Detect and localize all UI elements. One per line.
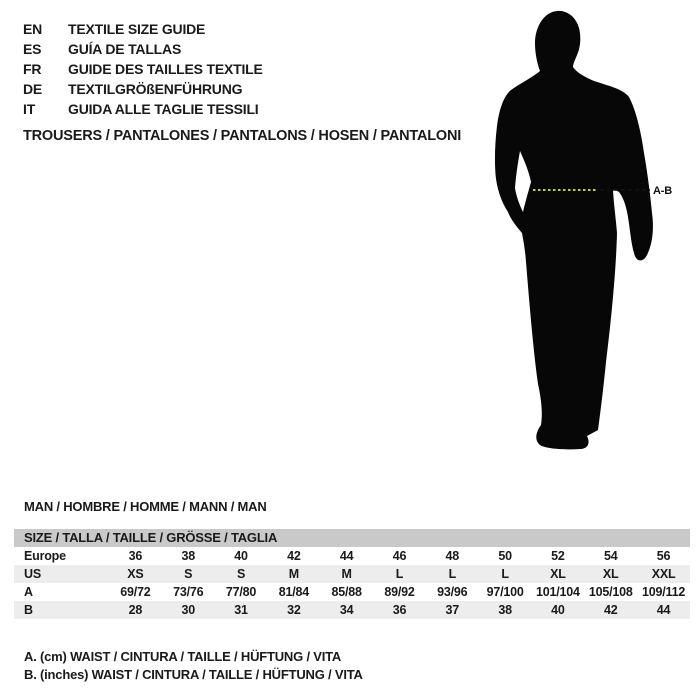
language-title: TEXTILE SIZE GUIDE	[68, 21, 206, 37]
man-silhouette	[495, 11, 653, 449]
language-title: GUÍA DE TALLAS	[68, 41, 182, 57]
cell: 38	[498, 603, 512, 617]
cell: L	[448, 567, 456, 581]
language-code: IT	[23, 101, 36, 117]
language-row-de	[23, 81, 263, 101]
cell: 97/100	[486, 585, 524, 599]
language-code: FR	[23, 61, 42, 77]
cell: 38	[181, 549, 195, 563]
cell: 48	[445, 549, 460, 563]
language-row-en	[23, 21, 263, 41]
cell: 81/84	[278, 585, 309, 599]
row-label: A	[24, 585, 33, 599]
language-row-es	[23, 41, 263, 61]
row-label: US	[24, 567, 41, 581]
cell: 36	[128, 549, 143, 563]
table-row-europe	[14, 547, 690, 565]
cell: 40	[551, 603, 565, 617]
language-title: GUIDA ALLE TAGLIE TESSILI	[68, 101, 259, 117]
cell: 77/80	[225, 585, 257, 599]
cell: 42	[603, 603, 618, 617]
man-silhouette-figure	[470, 0, 700, 470]
language-code: EN	[23, 21, 43, 37]
language-row-it	[23, 101, 263, 121]
language-title: TEXTILGRÖßENFÜHRUNG	[68, 81, 243, 97]
waist-marker-label: A-B	[653, 185, 672, 197]
cell: S	[184, 567, 193, 581]
language-list	[23, 21, 263, 121]
row-label: Europe	[24, 549, 66, 563]
cell: 50	[498, 549, 512, 563]
category-title: TROUSERS / PANTALONES / PANTALONS / HOSEN / PANTALONI	[23, 128, 462, 144]
size-table-header: SIZE / TALLA / TAILLE / GRÖSSE / TAGLIA	[14, 529, 690, 547]
cell: L	[395, 567, 404, 581]
cell: 56	[656, 549, 671, 563]
size-table-header-row	[14, 529, 690, 547]
cell: 89/92	[384, 585, 415, 599]
cell: 42	[287, 549, 301, 563]
cell: 36	[392, 603, 407, 617]
cell: M	[341, 567, 352, 581]
cell: S	[236, 567, 246, 581]
cell: 44	[339, 549, 354, 563]
cell: M	[288, 567, 299, 581]
cell: XL	[602, 567, 619, 581]
cell: 28	[128, 603, 143, 617]
cell: 52	[551, 549, 565, 563]
cell: 105/108	[588, 585, 633, 599]
cell: 30	[181, 603, 195, 617]
cell: XXL	[651, 567, 676, 581]
cell: 31	[234, 603, 248, 617]
cell: 101/104	[536, 585, 580, 599]
cell: 93/96	[437, 585, 468, 599]
cell: 73/76	[173, 585, 204, 599]
cell: 109/112	[642, 585, 686, 599]
gender-section-title: MAN / HOMBRE / HOMME / MANN / MAN	[24, 499, 267, 514]
cell: 85/88	[331, 585, 362, 599]
cell: XS	[127, 567, 144, 581]
table-row-waist-cm	[14, 583, 690, 601]
language-code: DE	[23, 81, 43, 97]
cell: 40	[234, 549, 248, 563]
cell: 46	[392, 549, 407, 563]
cell: 32	[287, 603, 301, 617]
cell: 44	[656, 603, 671, 617]
cell: XL	[550, 567, 566, 581]
cell: L	[501, 567, 509, 581]
language-row-fr	[23, 61, 263, 81]
cell: 69/72	[120, 585, 151, 599]
man-silhouette-svg	[470, 0, 700, 470]
table-row-us	[14, 565, 690, 583]
language-title: GUIDE DES TAILLES TEXTILE	[68, 61, 263, 77]
size-table	[14, 529, 690, 619]
row-label: B	[24, 603, 33, 617]
note-waist-cm: A. (cm) WAIST / CINTURA / TAILLE / HÜFTUNG / VITA	[24, 649, 342, 664]
cell: 54	[603, 549, 618, 563]
measurement-notes	[24, 648, 363, 684]
language-code: ES	[23, 41, 42, 57]
table-row-waist-inches	[14, 601, 690, 619]
note-waist-inches: B. (inches) WAIST / CINTURA / TAILLE / HÜFTUNG / VITA	[24, 667, 363, 682]
cell: 34	[339, 603, 354, 617]
cell: 37	[445, 603, 460, 617]
